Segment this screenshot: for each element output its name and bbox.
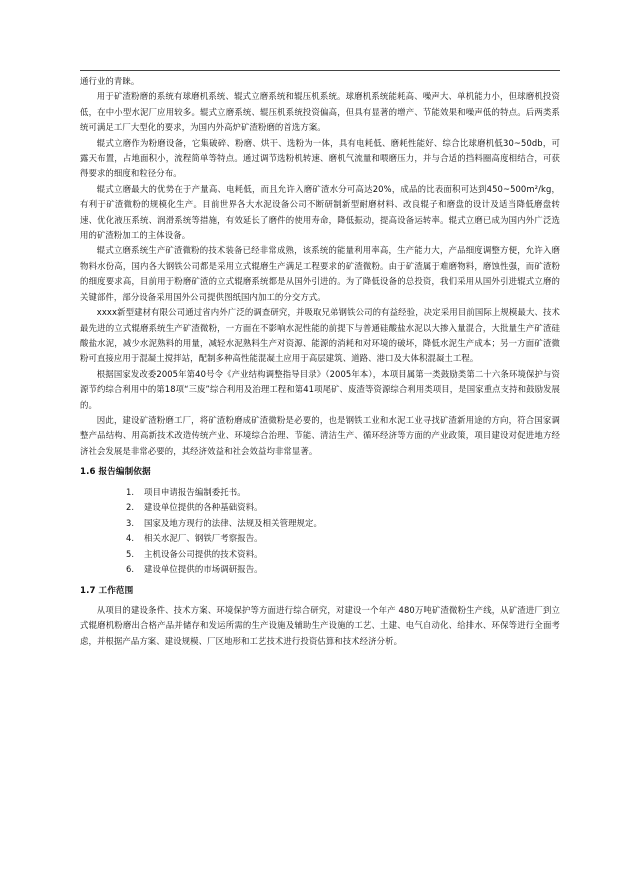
list-item <box>126 562 560 578</box>
list-item-text: 相关水泥厂、钢铁厂考察报告。 <box>144 533 263 544</box>
list-item-number: 1. <box>126 486 135 497</box>
header-rule <box>80 70 560 71</box>
list-item-number: 3. <box>126 517 135 528</box>
list-item-text: 建设单位提供的各种基础资料。 <box>144 502 263 513</box>
section-number: 1.6 <box>80 467 96 478</box>
list-item-number: 6. <box>126 564 135 575</box>
list-item-number: 5. <box>126 548 135 559</box>
section-title: 工作范围 <box>98 585 134 596</box>
list-item-number: 2. <box>126 502 135 513</box>
paragraph: 辊式立磨最大的优势在于产量高、电耗低，而且允许入磨矿渣水分可高达20%，成品的比表面积可达到450~500m²/kg，有利于矿渣微粉的规模化生产。目前世界各大水泥设备公司不断研制新型耐磨材料、改良辊子和磨盘的设计及适当降低磨盘转速、优化液压系统、润滑系统等措施，有效延长了磨件的使用寿命，降低振动，提高设备运转率。辊式立磨已成为国内外广泛选用的矿渣粉加工的主体设备。 <box>80 183 560 241</box>
list-item-number: 4. <box>126 533 135 544</box>
paragraph: 从项目的建设条件、技术方案、环境保护等方面进行综合研究，对建设一个年产 480万吨矿渣微粉生产线，从矿渣进厂到立式辊磨机粉磨出合格产品并储存和发运所需的生产设施及辅助生产设施的工艺、土建、电气自动化、给排水、环保等进行全面考虑，并根据产品方案、建设规模、厂区地形和工艺技术进行投资估算和技术经济分析。 <box>80 604 560 646</box>
list-item-text: 项目申请报告编制委托书。 <box>144 486 246 497</box>
paragraph: 因此，建设矿渣粉磨工厂，将矿渣粉磨成矿渣微粉是必要的，也是钢铁工业和水泥工业寻找矿渣新用途的方向，符合国家调整产品结构、用高新技术改造传统产业、环境综合治理、节能、清洁生产、循环经济等方面的产业政策，项目建设对促进地方经济社会发展是非常必要的，其经济效益和社会效益均非常显著。 <box>80 414 560 456</box>
paragraph: 辊式立磨作为粉磨设备，它集破碎、粉磨、烘干、选粉为一体，具有电耗低、磨耗性能好、综合比球磨机低30~50db，可露天布置，占地面积小，流程简单等特点。通过调节选粉机转速、磨机气流量和喂磨压力，并与合适的挡料圈高度相结合，可获得要求的细度和粒径分布。 <box>80 137 560 179</box>
paragraph: 辊式立磨系统生产矿渣微粉的技术装备已经非常成熟，该系统的能量利用率高，生产能力大，产品细度调整方便，允许入磨物料水份高，国内各大钢铁公司都是采用立式辊磨生产满足工程要求的矿渣微粉。由于矿渣属于难磨物料，磨蚀性强，而矿渣粉的细度要求高，目前用于粉磨矿渣的立式辊磨系统都是从国外引进的。为了降低设备的总投资，我们采用从国外引进辊式立磨的关键部件，部分设备采用国外公司提供图纸国内加工的分交方式。 <box>80 245 560 302</box>
list-item-text: 国家及地方现行的法律、法规及相关管理规定。 <box>144 517 322 528</box>
document-body <box>80 74 560 649</box>
section-number: 1.7 <box>80 585 96 596</box>
list-item-text: 建设单位提供的市场调研报告。 <box>144 564 263 575</box>
basis-list <box>80 485 560 578</box>
list-item <box>126 531 560 547</box>
list-item <box>126 516 560 532</box>
section-title: 报告编制依据 <box>98 467 151 478</box>
list-item <box>126 547 560 563</box>
continuation-line: 通行业的青睐。 <box>80 76 140 86</box>
paragraph: 用于矿渣粉磨的系统有球磨机系统、辊式立磨系统和辊压机系统。球磨机系统能耗高、噪声大、单机能力小，但球磨机投资低，在中小型水泥厂应用较多。辊式立磨系统、辊压机系统投资偏高，但具有显著的增产、节能效果和噪声低的特点。后两类系统可满足工厂大型化的要求，为国内外高炉矿渣粉磨的首选方案。 <box>80 91 560 133</box>
paragraph: 根据国家发改委2005年第40号令《产业结构调整指导目录》（2005年本），本项目属第一类鼓励类第二十六条环境保护与资源节约综合利用中的第18项“三废”综合利用及治理工程和第41项尾矿、废渣等资源综合利用类项目，是国家重点支持和鼓励发展的。 <box>80 368 560 410</box>
section-heading-1-7 <box>80 584 560 599</box>
list-item <box>126 485 560 501</box>
list-item <box>126 500 560 516</box>
list-item-text: 主机设备公司提供的技术资料。 <box>144 548 263 559</box>
paragraph: xxxx新型建材有限公司通过省内外广泛的调查研究，并吸取兄弟钢铁公司的有益经验，决定采用目前国际上规模最大、技术最先进的立式辊磨系统生产矿渣微粉，一方面在不影响水泥性能的前提下与普通硅酸盐水泥以大掺入量混合，大批量生产矿渣硅酸盐水泥，减少水泥熟料的用量，减轻水泥熟料生产对资源、能源的消耗和对环境的破坏，降低水泥生产成本；另一方面矿渣微粉可直接应用于混凝土搅拌站，配制多种高性能混凝土应用于高层建筑、道路、港口及大体积混凝土工程。 <box>80 307 560 364</box>
section-heading-1-6 <box>80 465 560 480</box>
